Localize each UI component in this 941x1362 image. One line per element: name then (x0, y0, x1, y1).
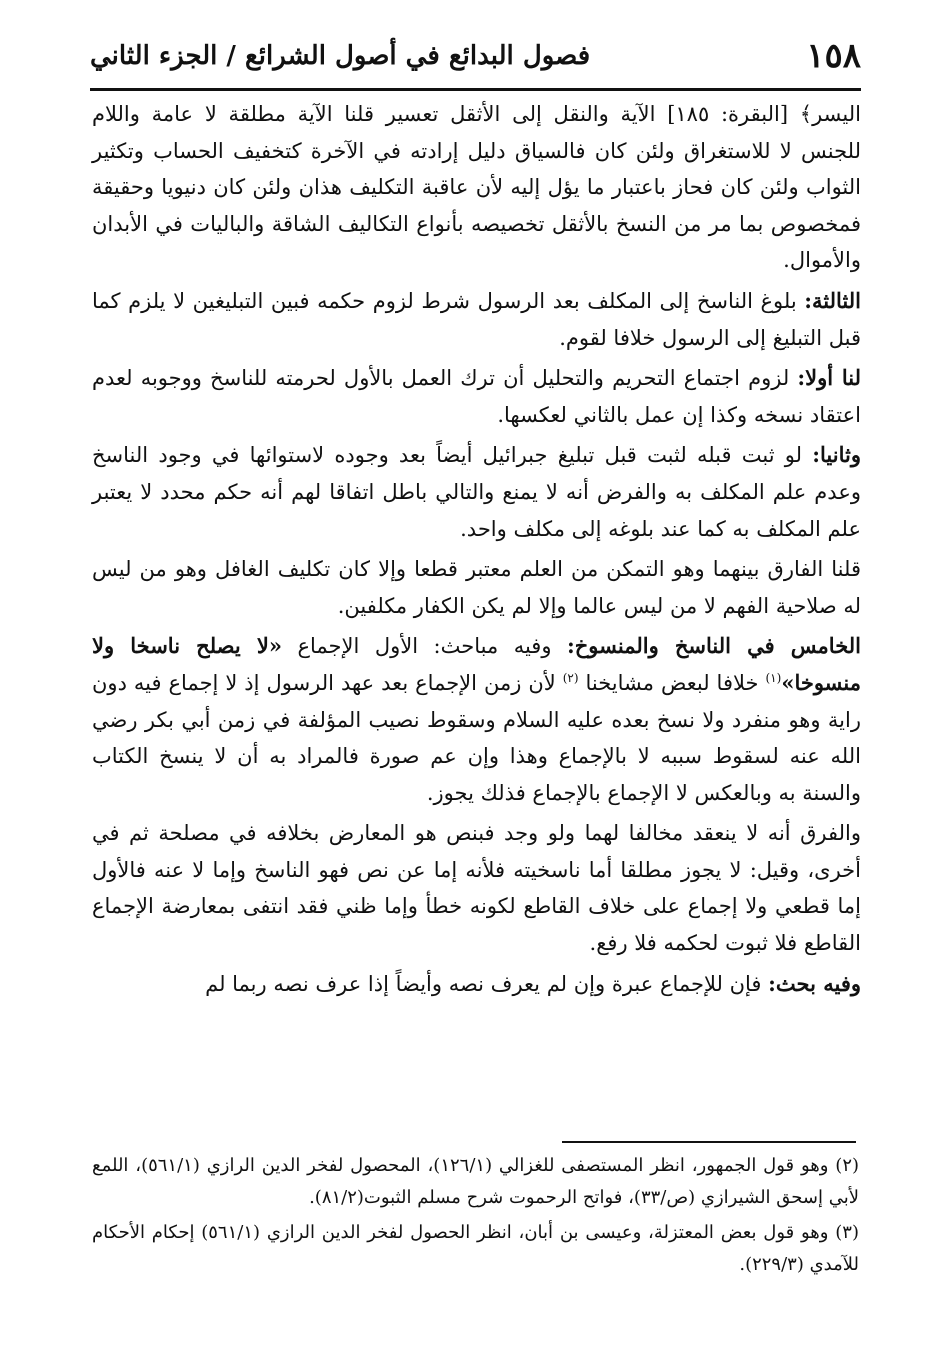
header-divider (90, 88, 861, 91)
page-header (90, 30, 861, 82)
paragraph-text: بلوغ الناسخ إلى المكلف بعد الرسول شرط لزوم حكمه فبين التبليغين لا يلزم كما قبل التبليغ إلى الرسول خلافا لقوم. (92, 288, 861, 350)
footnote: (٣) وهو قول بعض المعتزلة، وعيسى بن أبان، انظر الحصول لفخر الدين الرازي (٥٦١/١) إحكام الأحكام للآمدي (٢٢٩/٣). (92, 1222, 859, 1275)
paragraph-text: لزوم اجتماع التحريم والتحليل أن ترك العمل بالأول لحرمته للناسخ ووجوبه لعدم اعتقاد نسخه وكذا إن عمل بالثاني لعكسها. (92, 366, 861, 427)
footnotes (92, 1150, 859, 1284)
paragraph (92, 628, 861, 811)
footnote: (٢) وهو قول الجمهور، انظر المستصفى للغزالي (١٢٦/١)، المحصول لفخر الدين الرازي (٥٦١/١)، اللمع لأبي إسحق الشيرازي (ص/٣٣)، فواتح الرحموت شرح مسلم الثبوت(٨١/٢). (92, 1155, 860, 1208)
section-heading: وفيه بحث: (768, 970, 861, 996)
paragraph-text: وفيه مباحث: الأول الإجماع (281, 634, 567, 659)
section-heading: الثالثة: (804, 287, 861, 313)
paragraph-text: والفرق أنه لا ينعقد مخالفا لهما ولو وجد فبنص هو المعارض بخلافه في مصلحة ثم في أخرى، وقيل: لا يجوز مطلقا أما ناسخيته فلأنه إما عن نص فهو الناسخ وإما لا عنه فالأول إما قطعي ولا إجماع على خلاف القاطع لكونه خطأ وإما ظني فقد انتفى بمعارضة الإجماع القاطع فلا ثبوت لحكمه فلا رفع. (92, 821, 861, 956)
running-title: فصول البدائع في أصول الشرائع / الجزء الثاني (90, 41, 591, 71)
paragraph-text: فإن للإجماع عبرة وإن لم يعرف نصه وأيضاً إذا عرف نصه ربما لم (205, 971, 769, 996)
paragraph (92, 966, 861, 1003)
paragraph-text: لأن زمن الإجماع بعد عهد الرسول إذ لا إجماع فيه دون راية وهو منفرد ولا نسخ بعده عليه السلام وسقوط نصيب المؤلفة في زمن أبي بكر رضي الله عنه لسقوط سببه لا بالإجماع وهذا وإن عم صورة فالمراد به أن لا ينسخ الكتاب والسنة به وبالعكس لا الإجماع بالإجماع فذلك يجوز. (92, 670, 861, 805)
page-number: ١٥٨ (806, 36, 861, 76)
paragraph-text: قلنا الفارق بينهما وهو التمكن من العلم معتبر قطعا وإلا كان تكليف الغافل وهو من ليس له صلاحية الفهم لا من ليس عالما وإلا لم يكن الكفار مكلفين. (92, 557, 861, 618)
main-text (92, 96, 861, 1006)
paragraph (92, 437, 861, 547)
paragraph-text: لو ثبت قبله لثبت قبل تبليغ جبرائيل أيضاً بعد وجوده لاستوائها في وجود الناسخ وعدم علم المكلف به والفرض أنه لا يمنع والتالي باطل اتفاقا لهم أنه حكم محدد لا يعتبر علم المكلف به كما عند بلوغه إلى مكلف واحد. (92, 443, 861, 541)
section-heading: وثانيا: (812, 442, 861, 468)
paragraph (92, 551, 861, 624)
footnote-marker: (١) (765, 670, 782, 685)
section-heading: لنا أولا: (797, 365, 861, 391)
paragraph (92, 96, 861, 279)
paragraph-text: خلافا لبعض مشايخنا (578, 670, 766, 695)
quoted-rule: «لا يصلح ناسخا ولا منسوخا» (92, 633, 861, 695)
section-heading: الخامس في الناسخ والمنسوخ: (566, 633, 861, 659)
paragraph (92, 815, 861, 961)
paragraph (92, 360, 861, 433)
footnote-divider (562, 1141, 856, 1143)
footnote-marker: (٢) (562, 670, 579, 685)
paragraph (92, 283, 861, 356)
paragraph-text: اليسر﴾ [البقرة: ١٨٥] الآية والنقل إلى الأثقل تعسير قلنا الآية مطلقة لا عامة واللام للجنس لا للاستغراق ولئن كان فالسياق دليل إرادته في الآخرة كتخفيف الحساب وتكثير الثواب ولئن كان فحاز باعتبار ما يؤل إليه لأن عاقبة التكليف هذان ولئن كان دنيويا وحقيقة فمخصوص بما مر من النسخ بالأثقل تخصيصه بأنواع التكاليف الشاقة والباليات في الأبدان والأموال. (92, 102, 861, 273)
